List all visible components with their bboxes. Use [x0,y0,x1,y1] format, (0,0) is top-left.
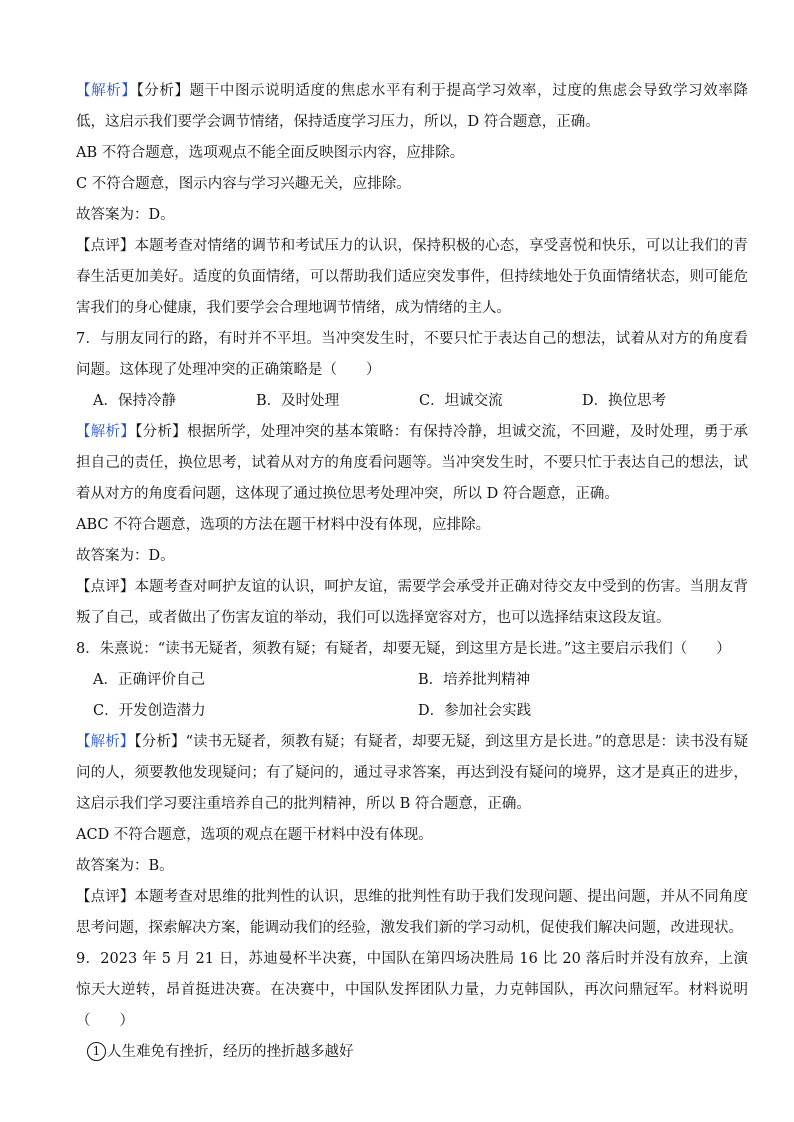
option-a: A．保持冷静 [93,393,176,409]
question-8-options-row1 [76,665,748,696]
circled-number: 1 [87,1042,106,1061]
analysis-paragraph [76,417,748,510]
option-d: D．参加社会实践 [418,703,532,719]
analysis-text: “读书无疑者，须教有疑；有疑者，却要无疑，到这里方是长进。”的意思是：读书没有疑问的人，须要教他发现疑问；有了疑问的，通过寻求答案，再达到没有疑问的境界，这才是真正的进步，这启示我们学习要注重培养自己的批判精神，所以 B 符合题意，正确。 [76,734,749,812]
question-9: 9．2023 年 5 月 21 日，苏迪曼杯半决赛，中国队在第四场决胜局 16 比 20 落后时并没有放弃，上演惊天大逆转，昂首挺进决赛。在决赛中，中国队发挥团队力量，力克韩国队，再次问鼎冠军。材料说明（ ） [76,951,748,1029]
comment-label: 【点评】 [76,238,135,254]
analysis-label: 【解析】 [76,424,136,440]
answer-line: 故答案为：B。 [76,858,174,874]
statement-text: 人生难免有挫折，经历的挫折越多越好 [107,1044,354,1060]
fenxi-label: 【分析】 [135,424,187,440]
analysis-paragraph [76,76,748,138]
plain-paragraph: ABC 不符合题意，选项的方法在题干材料中没有体现，应排除。 [76,517,491,533]
fenxi-label: 【分析】 [136,83,190,99]
answer-line: 故答案为：D。 [76,207,175,223]
comment-label: 【点评】 [76,889,135,905]
analysis-label: 【解析】 [76,83,137,99]
fenxi-label: 【分析】 [134,734,186,750]
option-d: D．换位思考 [582,393,667,409]
comment-paragraph [76,231,748,324]
question-7: 7．与朋友同行的路，有时并不平坦。当冲突发生时，不要只忙于表达自己的想法，试着从对方的角度看问题。这体现了处理冲突的正确策略是（ ） [76,331,748,378]
option-b: B．培养批判精神 [418,672,531,688]
option-c: C．坦诚交流 [419,393,503,409]
option-a: A．正确评价自己 [93,672,205,688]
document-page [76,76,748,1068]
question-8-options-row2 [76,696,748,727]
comment-paragraph [76,572,748,634]
comment-text: 本题考查对情绪的调节和考试压力的认识，保持积极的心态，享受喜悦和快乐，可以让我们的青春生活更加美好。适度的负面情绪，可以帮助我们适应突发事件，但持续地处于负面情绪状态，则可能危害我们的身心健康，我们要学会合理地调节情绪，成为情绪的主人。 [76,238,749,316]
analysis-label: 【解析】 [76,734,135,750]
plain-paragraph: AB 不符合题意，选项观点不能全面反映图示内容，应排除。 [76,145,465,161]
option-c: C．开发创造潜力 [93,703,206,719]
analysis-text: 题干中图示说明适度的焦虑水平有利于提高学习效率，过度的焦虑会导致学习效率降低，这启示我们要学会调节情绪，保持适度学习压力，所以，D 符合题意，正确。 [76,83,749,130]
analysis-paragraph [76,727,748,820]
statement-1 [76,1037,748,1068]
comment-label: 【点评】 [76,579,135,595]
question-7-options [76,386,748,417]
question-8: 8．朱熹说：“读书无疑者，须教有疑；有疑者，却要无疑，到这里方是长进。”这主要启示我们（ ） [76,641,731,657]
plain-paragraph: ACD 不符合题意，选项的观点在题干材料中没有体现。 [76,827,433,843]
analysis-text: 根据所学，处理冲突的基本策略：有保持冷静，坦诚交流，不回避，及时处理，勇于承担自己的责任，换位思考，试着从对方的角度看问题等。当冲突发生时，不要只忙于表达自己的想法，试着从对方的角度看问题，这体现了通过换位思考处理冲突，所以 D 符合题意，正确。 [76,424,749,502]
comment-text: 本题考查对呵护友谊的认识，呵护友谊，需要学会承受并正确对待交友中受到的伤害。当朋友背叛了自己，或者做出了伤害友谊的举动，我们可以选择宽容对方，也可以选择结束这段友谊。 [76,579,749,626]
answer-line: 故答案为：D。 [76,548,175,564]
comment-paragraph [76,882,748,944]
plain-paragraph: C 不符合题意，图示内容与学习兴趣无关，应排除。 [76,176,411,192]
comment-text: 本题考查对思维的批判性的认识，思维的批判性有助于我们发现问题、提出问题，并从不同角度思考问题，探索解决方案，能调动我们的经验，激发我们新的学习动机，促使我们解决问题，改进现状。 [76,889,749,936]
option-b: B．及时处理 [256,393,340,409]
